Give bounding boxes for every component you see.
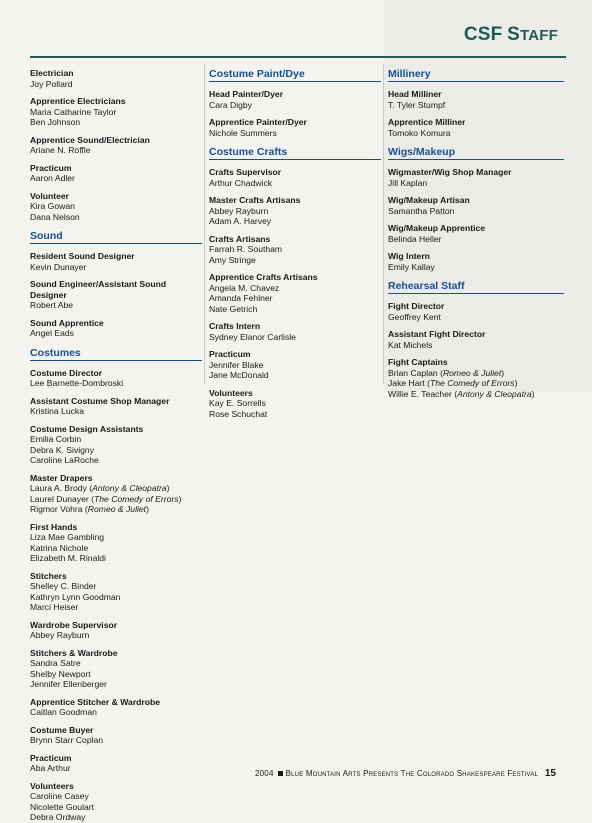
staff-role-group [209,321,381,342]
staff-role-group [209,117,381,138]
staff-role-group [30,424,202,466]
staff-name: Kathryn Lynn Goodman [30,591,121,602]
staff-name: Sydney Elanor Carlisle [209,331,296,342]
section-heading-sound: Sound [30,230,202,244]
staff-role-group [209,167,381,188]
staff-column-2 [209,68,381,419]
staff-role-group [30,96,202,128]
production-title: Antony & Cleopatra [457,388,532,399]
staff-name: Brynn Starr Coplan [30,735,104,745]
staff-name: Laurel Dunayer (The Comedy of Errors) [30,493,182,504]
role-title: Fight Captains [388,357,448,367]
staff-role-group [388,329,564,350]
staff-role-group [30,781,202,823]
staff-name: Rigmor Vohra (Romeo & Juliet) [30,504,149,514]
role-title: Electrician [30,68,74,78]
role-title: Volunteer [30,190,69,201]
production-title: Romeo & Juliet [442,367,502,378]
role-title: Assistant Costume Shop Manager [30,395,170,406]
staff-name: Laura A. Brody (Antony & Cleopatra) [30,483,170,493]
staff-name: Nichole Summers [209,127,277,138]
role-title: Crafts Artisans [209,233,271,244]
role-title: Apprentice Stitcher & Wardrobe [30,696,161,707]
header-title-prefix: CSF [463,24,503,45]
staff-role-group [388,251,564,272]
staff-role-group [30,279,202,311]
role-title: Sound Apprentice [30,317,104,328]
staff-name: Shelby Newport [30,668,91,679]
staff-role-group [30,68,202,89]
role-title: Stitchers & Wardrobe [30,647,118,658]
staff-name: Jill Kaplan [388,177,428,188]
footer-year: 2004 [255,769,274,778]
staff-name: Debra K. Sivigny [30,444,95,455]
staff-name: Lee Barnette-Dombroski [30,378,124,388]
staff-name: Jane McDonald [209,370,269,380]
role-title: Apprentice Electricians [30,96,126,106]
page-header [464,24,558,46]
staff-name: Geoffrey Kent [388,311,441,322]
staff-name: Kay E. Sorrells [209,398,266,408]
staff-name: Emily Kallay [388,261,435,272]
staff-name-text: Brian Caplan [388,367,438,378]
staff-name: Kevin Dunayer [30,261,87,272]
staff-role-group [30,620,202,641]
staff-name: Adam A. Harvey [209,216,272,226]
staff-role-group [209,388,381,420]
staff-role-group [209,272,381,314]
staff-name-text: Laura A. Brody [30,483,87,493]
staff-name: Kira Gowan [30,201,75,211]
staff-name: Angela M. Chavez [209,282,280,293]
role-title: Assistant Fight Director [388,329,486,339]
staff-role-group [388,89,564,110]
staff-role-group [30,191,202,223]
staff-name-text: Jake Hart [388,378,425,388]
section-heading-rehearsal-staff: Rehearsal Staff [388,280,564,294]
section-heading-costume-crafts: Costume Crafts [209,146,381,160]
staff-name: Caroline Casey [30,791,89,801]
staff-role-group [30,522,202,564]
page-number: 15 [544,768,556,779]
staff-column-3 [388,68,564,399]
staff-role-group [209,234,381,266]
staff-name: Aba Arthur [30,763,71,773]
role-title: First Hands [30,521,78,532]
staff-name: Jennifer Blake [209,359,264,370]
staff-name: Jennifer Ellenberger [30,679,107,689]
role-title: Costume Director [30,367,103,378]
staff-role-group [388,301,564,322]
role-title: Master Crafts Artisans [209,195,301,205]
staff-name: Willie E. Teacher (Antony & Cleopatra) [388,388,535,399]
staff-column-1 [30,68,202,823]
staff-role-group [209,89,381,110]
staff-name: Robert Abe [30,300,73,310]
role-title: Resident Sound Designer [30,251,135,261]
role-title: Apprentice Sound/Electrician [30,134,150,145]
role-title: Costume Design Assistants [30,423,144,434]
staff-name-text: Laurel Dunayer [30,493,89,504]
role-title: Crafts Supervisor [209,167,282,177]
role-title: Head Milliner [388,89,442,99]
staff-name: Shelley C. Binder [30,581,97,591]
staff-name: Brian Caplan (Romeo & Juliet) [388,367,505,378]
staff-name: Jake Hart (The Comedy of Errors) [388,378,518,388]
staff-name: Maria Catharine Taylor [30,106,117,117]
staff-name-text: Willie E. Teacher [388,388,452,399]
role-title: Volunteers [30,780,74,791]
staff-name: Belinda Heller [388,233,442,244]
column-divider [383,64,384,384]
role-title: Crafts Intern [209,321,261,331]
staff-name: Caroline LaRoche [30,455,99,465]
staff-role-group [30,725,202,746]
role-title: Volunteers [209,387,253,398]
column-divider [204,64,205,384]
staff-name: Joy Pollard [30,78,73,89]
staff-role-group [30,135,202,156]
staff-name: Kat Michels [388,339,433,350]
square-bullet-icon [278,771,283,776]
role-title: Apprentice Painter/Dyer [209,117,307,127]
production-title: The Comedy of Errors [430,378,515,388]
staff-role-group [30,163,202,184]
role-title: Practicum [30,162,72,173]
staff-name: Emilia Corbin [30,434,82,444]
staff-role-group [388,167,564,188]
staff-role-group [388,223,564,244]
role-title: Apprentice Crafts Artisans [209,272,318,282]
header-title-rest: TAFF [519,27,558,44]
staff-name: Rose Schuchat [209,408,268,419]
staff-name: Amanda Fehlner [209,293,273,303]
staff-role-group [388,117,564,138]
staff-role-group [30,473,202,515]
staff-name: Katrina Nichole [30,542,89,553]
staff-role-group [30,648,202,690]
staff-name: Angel Eads [30,328,74,338]
staff-name: Kristina Lucka [30,406,84,416]
staff-role-group [30,396,202,417]
staff-name: Liza Mae Gambling [30,532,105,542]
role-title: Wig/Makeup Apprentice [388,223,486,233]
staff-name: Aaron Adler [30,173,75,183]
section-heading-costume-paint-dye: Costume Paint/Dye [209,68,381,82]
role-title: Practicum [209,349,251,359]
staff-name: Marci Heiser [30,602,79,612]
role-title: Head Painter/Dyer [209,89,284,99]
staff-name: Arthur Chadwick [209,177,273,188]
role-title: Fight Director [388,301,445,311]
role-title: Wardrobe Supervisor [30,619,118,630]
production-title: The Comedy of Errors [94,493,179,504]
staff-name-text: Rigmor Vohra [30,504,83,514]
staff-name: Dana Nelson [30,211,80,222]
header-title-initial: S [507,24,520,45]
staff-name: Nate Getrich [209,303,258,314]
staff-role-group [30,368,202,389]
role-title: Wig Intern [388,251,430,261]
role-title: Apprentice Milliner [388,117,466,127]
staff-role-group [30,753,202,774]
production-title: Romeo & Juliet [87,504,147,514]
staff-name: Sandra Satre [30,658,81,668]
staff-name: Abbey Rayburn [209,205,269,216]
staff-name: Debra Ordway [30,812,86,822]
staff-name: Tomoko Komura [388,127,451,138]
staff-role-group [30,318,202,339]
section-heading-wigs-makeup: Wigs/Makeup [388,146,564,160]
staff-role-group [209,349,381,381]
section-heading-millinery: Millinery [388,68,564,82]
role-title: Wig/Makeup Artisan [388,195,470,205]
staff-role-group [388,195,564,216]
staff-name: Farrah R. Southam [209,244,283,254]
role-title: Wigmaster/Wig Shop Manager [388,167,512,177]
header-rule [30,56,566,58]
role-title: Master Drapers [30,472,93,483]
production-title: Antony & Cleopatra [92,483,167,493]
staff-name: Caitlan Goodman [30,707,97,717]
staff-role-group [388,357,564,399]
staff-name: Samantha Patton [388,205,455,216]
page-footer [255,769,538,778]
staff-name: Ben Johnson [30,117,81,127]
staff-name: T. Tyler Stumpf [388,99,446,110]
staff-role-group [30,251,202,272]
staff-name: Cara Digby [209,99,252,110]
staff-role-group [30,697,202,718]
staff-name: Nicolette Goulart [30,801,95,812]
staff-name: Amy Stringe [209,254,256,265]
footer-text: Blue Mountain Arts Presents The Colorado Shakespeare Festival [285,769,539,778]
staff-name: Abbey Rayburn [30,630,90,640]
role-title: Practicum [30,752,72,763]
staff-role-group [209,195,381,227]
section-heading-costumes: Costumes [30,347,202,361]
role-title: Stitchers [30,570,67,581]
role-title: Costume Buyer [30,724,94,735]
staff-name: Elizabeth M. Rinaldi [30,553,106,563]
staff-name: Ariane N. Roffle [30,145,91,155]
role-title: Sound Engineer/Assistant Sound Designer [30,279,167,300]
staff-role-group [30,571,202,613]
